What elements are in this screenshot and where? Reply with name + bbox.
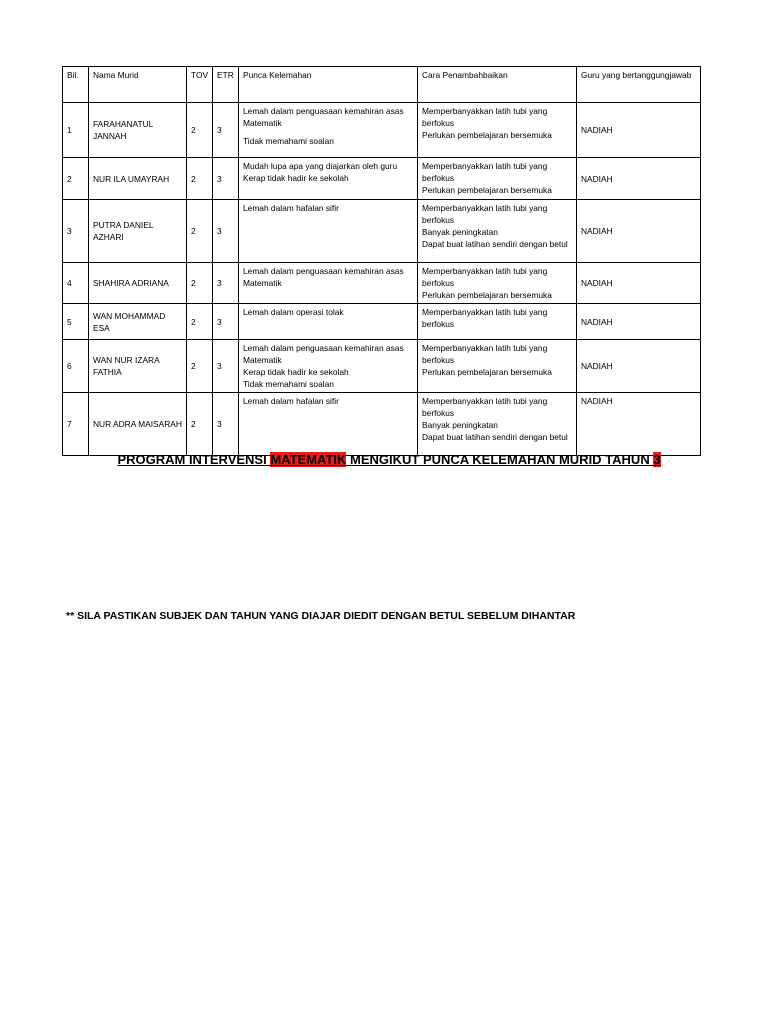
cara-item: Memperbanyakkan latih tubi yang berfokus: [422, 161, 548, 183]
cell-guru: NADIAH: [577, 103, 701, 158]
cell-tov: 2: [187, 340, 213, 393]
cell-punca: [239, 263, 418, 304]
cara-item: Banyak peningkatan: [422, 420, 498, 430]
cell-punca: [239, 103, 418, 158]
cara-item: Memperbanyakkan latih tubi yang berfokus: [422, 396, 548, 418]
header-cara-penambahbaikan: Cara Penambahbaikan: [418, 67, 577, 103]
title-subject-highlight: MATEMATIK: [270, 452, 347, 467]
table-row: [63, 200, 701, 263]
cell-punca: [239, 304, 418, 340]
cell-bil: 3: [63, 200, 89, 263]
punca-item: Mudah lupa apa yang diajarkan oleh guru: [243, 161, 398, 171]
header-nama-murid: Nama Murid: [89, 67, 187, 103]
punca-item: Lemah dalam penguasaan kemahiran asas Matematik: [243, 343, 404, 365]
cell-nama: PUTRA DANIEL AZHARI: [89, 200, 187, 263]
header-bil: Bil.: [63, 67, 89, 103]
cara-item: Dapat buat latihan sendiri dengan betul: [422, 239, 568, 249]
cell-nama: WAN NUR IZARA FATHIA: [89, 340, 187, 393]
header-guru: Guru yang bertanggungjawab: [577, 67, 701, 103]
cell-cara: [418, 263, 577, 304]
cara-item: Memperbanyakkan latih tubi yang berfokus: [422, 343, 548, 365]
cell-etr: 3: [213, 200, 239, 263]
cell-cara: [418, 158, 577, 200]
table-row: [63, 340, 701, 393]
cara-item: Memperbanyakkan latih tubi yang berfokus: [422, 266, 548, 288]
punca-item: Lemah dalam operasi tolak: [243, 307, 344, 317]
cell-bil: 6: [63, 340, 89, 393]
cara-item: Perlukan pembelajaran bersemuka: [422, 130, 552, 140]
title-part-1: PROGRAM INTERVENSI: [117, 452, 271, 467]
cara-item: Memperbanyakkan latih tubi yang berfokus: [422, 203, 548, 225]
cell-nama: NUR ADRA MAISARAH: [89, 393, 187, 456]
table-header-row: [63, 67, 701, 103]
cell-bil: 7: [63, 393, 89, 456]
cell-etr: 3: [213, 304, 239, 340]
cara-item: Perlukan pembelajaran bersemuka: [422, 367, 552, 377]
cell-punca: [239, 393, 418, 456]
cara-item: Memperbanyakkan latih tubi yang berfokus: [422, 307, 548, 329]
header-tov: TOV: [187, 67, 213, 103]
title-year-highlight: 3: [653, 452, 661, 467]
cell-tov: 2: [187, 103, 213, 158]
table-row: [63, 103, 701, 158]
cara-item: Banyak peningkatan: [422, 227, 498, 237]
punca-item: Lemah dalam hafalan sifir: [243, 203, 339, 213]
table-row: [63, 158, 701, 200]
cell-tov: 2: [187, 263, 213, 304]
punca-item: Tidak memahami soalan: [243, 136, 334, 146]
cell-cara: [418, 304, 577, 340]
cell-nama: WAN MOHAMMAD ESA: [89, 304, 187, 340]
punca-item: Tidak memahami soalan: [243, 379, 334, 389]
cell-nama: NUR ILA UMAYRAH: [89, 158, 187, 200]
cell-cara: [418, 393, 577, 456]
cell-guru: NADIAH: [577, 304, 701, 340]
cell-cara: [418, 200, 577, 263]
header-etr: ETR: [213, 67, 239, 103]
cell-bil: 5: [63, 304, 89, 340]
cell-guru: NADIAH: [577, 158, 701, 200]
cell-nama: SHAHIRA ADRIANA: [89, 263, 187, 304]
punca-item: Lemah dalam hafalan sifir: [243, 396, 339, 406]
cell-etr: 3: [213, 393, 239, 456]
cell-punca: [239, 200, 418, 263]
cell-etr: 3: [213, 158, 239, 200]
cell-etr: 3: [213, 340, 239, 393]
cell-guru: NADIAH: [577, 340, 701, 393]
cell-tov: 2: [187, 304, 213, 340]
punca-item: Lemah dalam penguasaan kemahiran asas Matematik: [243, 106, 404, 128]
punca-item: Kerap tidak hadir ke sekolah: [243, 173, 349, 183]
cell-bil: 1: [63, 103, 89, 158]
cell-etr: 3: [213, 103, 239, 158]
cell-guru: NADIAH: [577, 200, 701, 263]
table-row: [63, 304, 701, 340]
punca-item: Lemah dalam penguasaan kemahiran asas Matematik: [243, 266, 404, 288]
cell-tov: 2: [187, 158, 213, 200]
punca-item: Kerap tidak hadir ke sekolah: [243, 367, 349, 377]
intervention-table: [62, 66, 701, 456]
cell-etr: 3: [213, 263, 239, 304]
cell-cara: [418, 103, 577, 158]
cara-item: Dapat buat latihan sendiri dengan betul: [422, 432, 568, 442]
table-row: [63, 393, 701, 456]
cell-bil: 4: [63, 263, 89, 304]
header-punca-kelemahan: Punca Kelemahan: [239, 67, 418, 103]
cell-punca: [239, 158, 418, 200]
cell-punca: [239, 340, 418, 393]
cell-cara: [418, 340, 577, 393]
cell-bil: 2: [63, 158, 89, 200]
cell-tov: 2: [187, 393, 213, 456]
cell-nama: FARAHANATUL JANNAH: [89, 103, 187, 158]
cara-item: Memperbanyakkan latih tubi yang berfokus: [422, 106, 548, 128]
cell-guru: NADIAH: [577, 393, 701, 456]
cell-tov: 2: [187, 200, 213, 263]
cara-item: Perlukan pembelajaran bersemuka: [422, 290, 552, 300]
cara-item: Perlukan pembelajaran bersemuka: [422, 185, 552, 195]
title-part-2: MENGIKUT PUNCA KELEMAHAN MURID TAHUN: [346, 452, 654, 467]
cell-guru: NADIAH: [577, 263, 701, 304]
submission-note: ** SILA PASTIKAN SUBJEK DAN TAHUN YANG DIAJAR DIEDIT DENGAN BETUL SEBELUM DIHANTAR: [66, 610, 576, 622]
table-row: [63, 263, 701, 304]
document-title: [62, 452, 716, 467]
